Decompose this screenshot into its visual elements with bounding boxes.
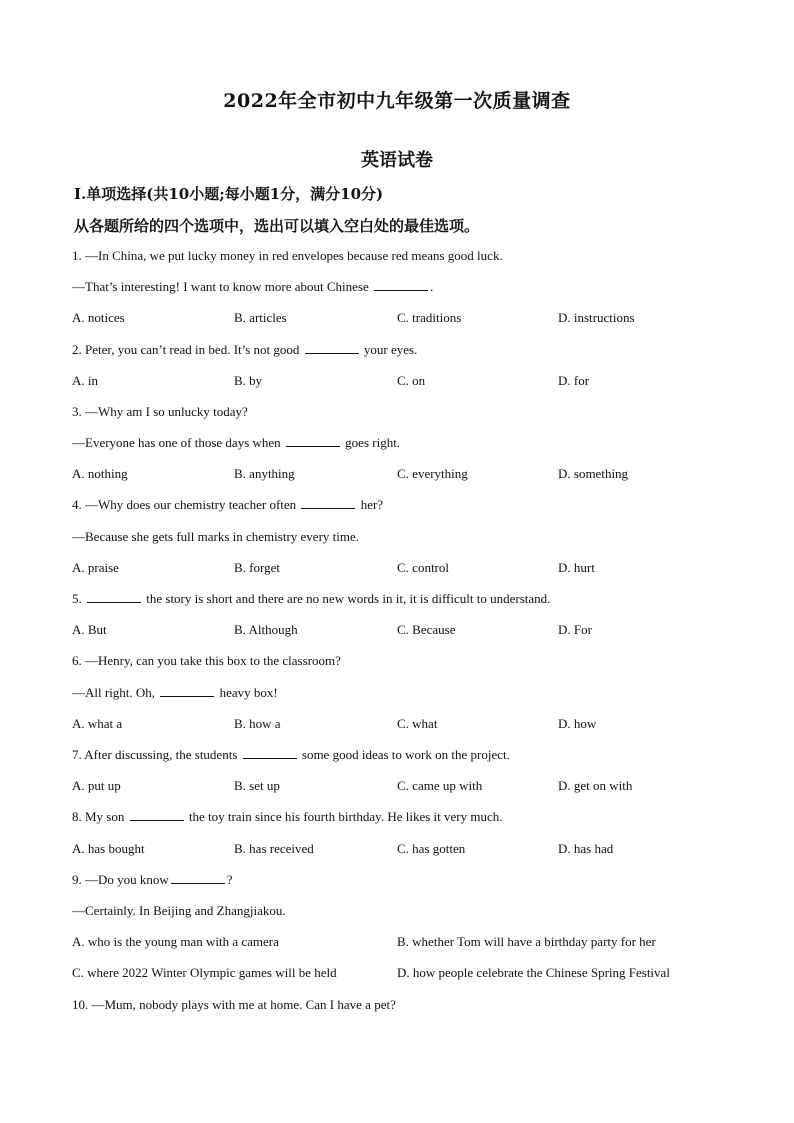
question-10-stem: 10. —Mum, nobody plays with me at home. Can I have a pet?: [72, 997, 396, 1012]
question-2-stem: 2. Peter, you can’t read in bed. It’s not good your eyes.: [72, 342, 418, 357]
question-9-reply: —Certainly. In Beijing and Zhangjiakou.: [72, 903, 286, 918]
answer-blank: [160, 685, 214, 697]
option-d: D. something: [558, 466, 629, 481]
question-4-reply: —Because she gets full marks in chemistry every time.: [72, 529, 360, 544]
option-b: B. anything: [234, 466, 295, 481]
option-c: C. everything: [397, 466, 468, 481]
question-6-stem: 6. —Henry, can you take this box to the classroom?: [72, 653, 341, 668]
option-a: A. notices: [72, 310, 125, 325]
option-b: B. by: [234, 373, 263, 388]
answer-blank: [286, 435, 340, 447]
question-1-reply: —That’s interesting! I want to know more about Chinese .: [72, 279, 434, 294]
answer-blank: [130, 809, 184, 821]
option-c: C. where 2022 Winter Olympic games will be held: [72, 965, 337, 980]
question-5-stem: 5. the story is short and there are no new words in it, it is difficult to understand.: [72, 591, 551, 606]
option-c: C. traditions: [397, 310, 462, 325]
option-b: B. articles: [234, 310, 287, 325]
answer-blank: [301, 497, 355, 509]
question-4-stem: 4. —Why does our chemistry teacher often her?: [72, 497, 384, 512]
answer-blank: [87, 591, 141, 603]
option-d: D. how people celebrate the Chinese Spring Festival: [397, 965, 670, 980]
page-title: 2022年全市初中九年级第一次质量调查: [223, 90, 571, 112]
option-a: A. put up: [72, 778, 121, 793]
option-b: B. Although: [234, 622, 298, 637]
option-a: A. what a: [72, 716, 123, 731]
question-7-stem: 7. After discussing, the students some good ideas to work on the project.: [72, 747, 510, 762]
option-c: C. has gotten: [397, 841, 466, 856]
question-1-stem: 1. —In China, we put lucky money in red envelopes because red means good luck.: [72, 248, 503, 263]
option-b: B. has received: [234, 841, 314, 856]
option-c: C. came up with: [397, 778, 483, 793]
question-9-stem: 9. —Do you know ?: [72, 872, 233, 887]
option-c: C. what: [397, 716, 438, 731]
option-a: A. nothing: [72, 466, 128, 481]
option-d: D. get on with: [558, 778, 633, 793]
answer-blank: [374, 279, 428, 291]
option-a: A. who is the young man with a camera: [72, 934, 279, 949]
question-8-stem: 8. My son the toy train since his fourth birthday. He likes it very much.: [72, 809, 503, 824]
option-d: D. hurt: [558, 560, 595, 575]
option-a: A. praise: [72, 560, 119, 575]
section-heading: Ⅰ.单项选择(共10小题;每小题1分，满分10分): [74, 185, 384, 203]
option-c: C. control: [397, 560, 449, 575]
answer-blank: [243, 747, 297, 759]
option-d: D. has had: [558, 841, 614, 856]
option-b: B. how a: [234, 716, 281, 731]
question-6-reply: —All right. Oh, heavy box!: [72, 685, 278, 700]
option-a: A. in: [72, 373, 98, 388]
option-c: C. on: [397, 373, 426, 388]
question-3-reply: —Everyone has one of those days when goes right.: [72, 435, 401, 450]
option-b: B. whether Tom will have a birthday party for her: [397, 934, 656, 949]
answer-blank: [171, 872, 225, 884]
answer-blank: [305, 342, 359, 354]
section-instruction: 从各题所给的四个选项中，选出可以填入空白处的最佳选项。: [74, 217, 480, 235]
option-d: D. instructions: [558, 310, 635, 325]
option-a: A. But: [72, 622, 107, 637]
option-a: A. has bought: [72, 841, 145, 856]
option-c: C. Because: [397, 622, 456, 637]
option-b: B. forget: [234, 560, 280, 575]
question-3-stem: 3. —Why am I so unlucky today?: [72, 404, 248, 419]
option-d: D. For: [558, 622, 592, 637]
option-b: B. set up: [234, 778, 280, 793]
page-subtitle: 英语试卷: [361, 150, 433, 171]
option-d: D. how: [558, 716, 597, 731]
option-d: D. for: [558, 373, 590, 388]
